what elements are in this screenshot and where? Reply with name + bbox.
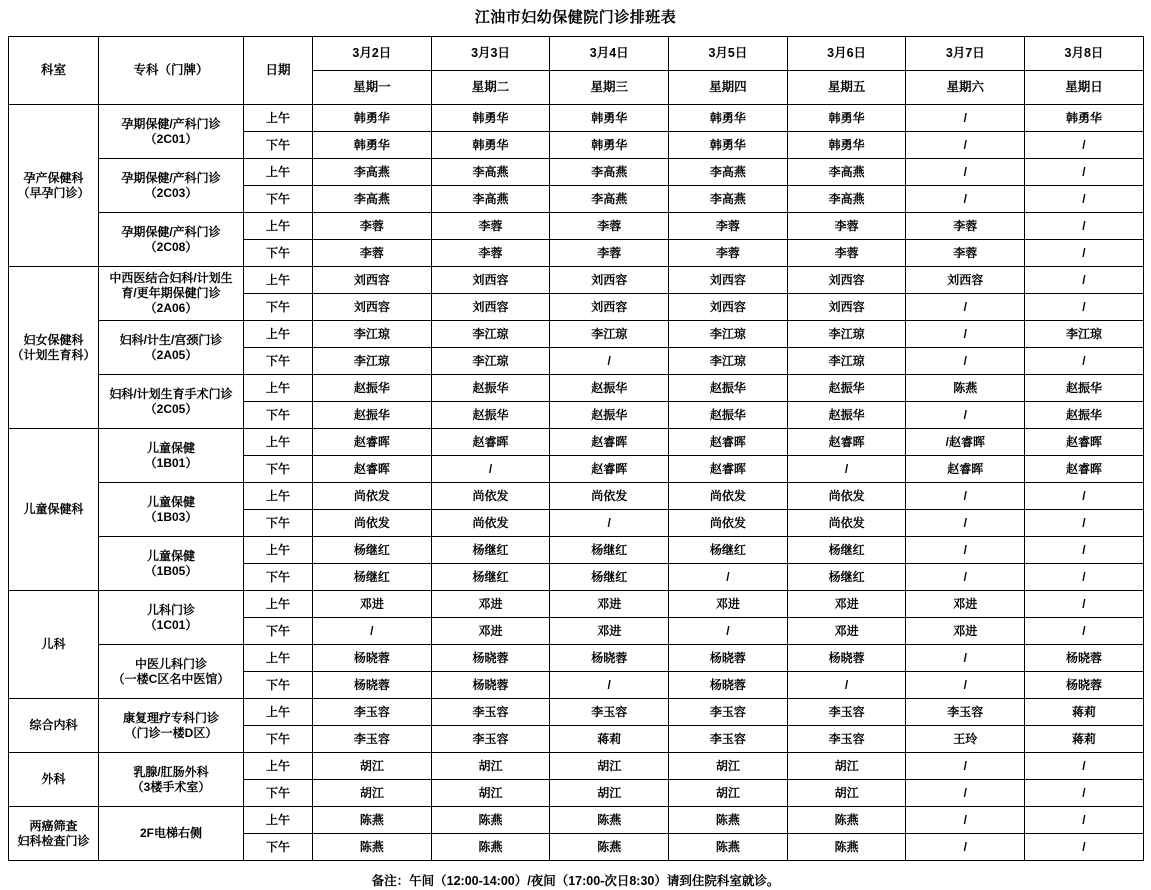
column-header-date-4: 3月5日: [669, 37, 788, 71]
period-cell-am: 上午: [244, 267, 313, 294]
period-cell-pm: 下午: [244, 726, 313, 753]
doctor-name-cell: 李玉容: [313, 699, 432, 726]
doctor-name-cell: 尚依发: [431, 510, 550, 537]
doctor-name-cell: 韩勇华: [550, 105, 669, 132]
doctor-name-cell: 胡江: [669, 780, 788, 807]
doctor-name-cell: 陈燕: [313, 834, 432, 861]
empty-slot-cell: /: [906, 294, 1025, 321]
empty-slot-cell: /: [550, 510, 669, 537]
period-cell-am: 上午: [244, 213, 313, 240]
doctor-name-cell: 陈燕: [669, 834, 788, 861]
empty-slot-cell: /: [906, 564, 1025, 591]
empty-slot-cell: /: [906, 402, 1025, 429]
doctor-name-cell: 陈燕: [550, 834, 669, 861]
period-cell-pm: 下午: [244, 564, 313, 591]
doctor-name-cell: 邓进: [431, 618, 550, 645]
table-row: [9, 753, 1144, 780]
period-cell-am: 上午: [244, 753, 313, 780]
doctor-name-cell: 李高燕: [669, 159, 788, 186]
specialty-cell-2-3: 妇科/计划生育手术门诊 （2C05）: [99, 375, 244, 429]
specialty-cell-2-2: 妇科/计生/宫颈门诊 （2A05）: [99, 321, 244, 375]
column-header-weekday-7: 星期日: [1025, 71, 1144, 105]
empty-slot-cell: /: [669, 564, 788, 591]
doctor-name-cell: 赵振华: [787, 402, 906, 429]
column-header-weekday-6: 星期六: [906, 71, 1025, 105]
doctor-name-cell: 李玉容: [431, 726, 550, 753]
doctor-name-cell: 李高燕: [787, 159, 906, 186]
doctor-name-cell: 蒋莉: [1025, 699, 1144, 726]
empty-slot-cell: /: [906, 186, 1025, 213]
column-header-weekday-2: 星期二: [431, 71, 550, 105]
doctor-name-cell: 陈燕: [906, 375, 1025, 402]
doctor-name-cell: 王玲: [906, 726, 1025, 753]
empty-slot-cell: /: [906, 780, 1025, 807]
period-cell-pm: 下午: [244, 402, 313, 429]
doctor-name-cell: 杨继红: [550, 537, 669, 564]
empty-slot-cell: /: [906, 834, 1025, 861]
doctor-name-cell: 陈燕: [669, 807, 788, 834]
doctor-name-cell: 李蓉: [431, 213, 550, 240]
specialty-cell-4-2: 中医儿科门诊 （一楼C区名中医馆）: [99, 645, 244, 699]
doctor-name-cell: 杨晓蓉: [313, 645, 432, 672]
specialty-cell-1-2: 孕期保健/产科门诊 （2C03）: [99, 159, 244, 213]
period-cell-am: 上午: [244, 591, 313, 618]
doctor-name-cell: 杨继红: [431, 564, 550, 591]
column-header-weekday-3: 星期三: [550, 71, 669, 105]
specialty-cell-3-1: 儿童保健 （1B01）: [99, 429, 244, 483]
doctor-name-cell: 尚依发: [787, 510, 906, 537]
empty-slot-cell: /: [906, 645, 1025, 672]
doctor-name-cell: 尚依发: [313, 483, 432, 510]
empty-slot-cell: /: [906, 132, 1025, 159]
specialty-cell-4-1: 儿科门诊 （1C01）: [99, 591, 244, 645]
specialty-cell-3-2: 儿童保健 （1B03）: [99, 483, 244, 537]
empty-slot-cell: /: [1025, 834, 1144, 861]
empty-slot-cell: /: [1025, 213, 1144, 240]
doctor-name-cell: 李高燕: [550, 186, 669, 213]
doctor-name-cell: 赵振华: [669, 375, 788, 402]
doctor-name-cell: 刘西容: [906, 267, 1025, 294]
column-header-department: 科室: [9, 37, 99, 105]
doctor-name-cell: 尚依发: [669, 510, 788, 537]
doctor-name-cell: 李江琼: [550, 321, 669, 348]
doctor-name-cell: 杨继红: [431, 537, 550, 564]
doctor-name-cell: 赵振华: [550, 375, 669, 402]
doctor-name-cell: 邓进: [550, 618, 669, 645]
empty-slot-cell: /: [1025, 159, 1144, 186]
doctor-name-cell: 尚依发: [550, 483, 669, 510]
empty-slot-cell: /: [1025, 510, 1144, 537]
doctor-name-cell: 李玉容: [431, 699, 550, 726]
doctor-name-cell: 李玉容: [906, 699, 1025, 726]
table-row: [9, 699, 1144, 726]
doctor-name-cell: 韩勇华: [669, 105, 788, 132]
doctor-name-cell: 赵振华: [1025, 402, 1144, 429]
header-row-dates: [9, 37, 1144, 71]
doctor-name-cell: 邓进: [431, 591, 550, 618]
doctor-name-cell: 李蓉: [550, 240, 669, 267]
doctor-name-cell: 胡江: [431, 753, 550, 780]
doctor-name-cell: 杨晓蓉: [1025, 645, 1144, 672]
schedule-table-container: [0, 36, 1151, 861]
doctor-name-cell: 杨继红: [313, 537, 432, 564]
empty-slot-cell: /: [1025, 753, 1144, 780]
column-header-period: 日期: [244, 37, 313, 105]
doctor-name-cell: 胡江: [787, 753, 906, 780]
doctor-name-cell: 赵睿晖: [550, 456, 669, 483]
doctor-name-cell: 杨晓蓉: [431, 645, 550, 672]
table-row: [9, 645, 1144, 672]
column-header-date-7: 3月8日: [1025, 37, 1144, 71]
doctor-name-cell: 赵睿晖: [313, 456, 432, 483]
doctor-name-cell: 陈燕: [313, 807, 432, 834]
doctor-name-cell: 李蓉: [431, 240, 550, 267]
period-cell-am: 上午: [244, 645, 313, 672]
doctor-name-cell: 李高燕: [313, 159, 432, 186]
doctor-name-cell: 胡江: [550, 753, 669, 780]
empty-slot-cell: /: [669, 618, 788, 645]
table-row: [9, 321, 1144, 348]
doctor-name-cell: 赵振华: [431, 375, 550, 402]
column-header-weekday-1: 星期一: [313, 71, 432, 105]
doctor-name-cell: 赵睿晖: [669, 456, 788, 483]
doctor-name-cell: 邓进: [787, 591, 906, 618]
period-cell-pm: 下午: [244, 186, 313, 213]
column-header-date-5: 3月6日: [787, 37, 906, 71]
period-cell-pm: 下午: [244, 618, 313, 645]
doctor-name-cell: 赵振华: [431, 402, 550, 429]
table-row: [9, 483, 1144, 510]
empty-slot-cell: /: [906, 510, 1025, 537]
doctor-name-cell: 赵振华: [313, 402, 432, 429]
specialty-cell-2-1: 中西医结合妇科/计划生 育/更年期保健门诊 （2A06）: [99, 267, 244, 321]
doctor-name-cell: 李玉容: [787, 726, 906, 753]
doctor-name-cell: 邓进: [313, 591, 432, 618]
doctor-name-cell: 杨继红: [787, 537, 906, 564]
doctor-name-cell: 李高燕: [669, 186, 788, 213]
doctor-name-cell: 刘西容: [787, 267, 906, 294]
doctor-name-cell: 邓进: [906, 591, 1025, 618]
column-header-date-2: 3月3日: [431, 37, 550, 71]
department-cell-7: 两癌筛查 妇科检查门诊: [9, 807, 99, 861]
period-cell-am: 上午: [244, 375, 313, 402]
doctor-name-cell: 李江琼: [669, 348, 788, 375]
period-cell-am: 上午: [244, 159, 313, 186]
doctor-name-cell: 胡江: [313, 780, 432, 807]
empty-slot-cell: /: [906, 348, 1025, 375]
doctor-name-cell: 李江琼: [313, 348, 432, 375]
specialty-cell-7-1: 2F电梯右侧: [99, 807, 244, 861]
doctor-name-cell: 赵振华: [313, 375, 432, 402]
table-row: [9, 375, 1144, 402]
empty-slot-cell: /: [787, 672, 906, 699]
doctor-name-cell: 李玉容: [787, 699, 906, 726]
doctor-name-cell: 蒋莉: [550, 726, 669, 753]
period-cell-pm: 下午: [244, 456, 313, 483]
doctor-name-cell: 陈燕: [431, 834, 550, 861]
empty-slot-cell: /: [1025, 348, 1144, 375]
empty-slot-cell: /: [1025, 240, 1144, 267]
empty-slot-cell: /: [906, 159, 1025, 186]
empty-slot-cell: /: [906, 321, 1025, 348]
doctor-name-cell: 赵睿晖: [431, 429, 550, 456]
doctor-name-cell: 陈燕: [787, 834, 906, 861]
doctor-name-cell: 赵睿晖: [669, 429, 788, 456]
doctor-name-cell: 李高燕: [550, 159, 669, 186]
doctor-name-cell: 蒋莉: [1025, 726, 1144, 753]
doctor-name-cell: 赵睿晖: [1025, 429, 1144, 456]
doctor-name-cell: 李蓉: [906, 240, 1025, 267]
doctor-name-cell: 陈燕: [431, 807, 550, 834]
doctor-name-cell: 李蓉: [787, 240, 906, 267]
empty-slot-cell: /: [787, 456, 906, 483]
empty-slot-cell: /: [1025, 780, 1144, 807]
doctor-name-cell: 赵振华: [787, 375, 906, 402]
period-cell-pm: 下午: [244, 510, 313, 537]
doctor-name-cell: 李蓉: [787, 213, 906, 240]
period-cell-am: 上午: [244, 105, 313, 132]
doctor-name-cell: 李高燕: [431, 159, 550, 186]
doctor-name-cell: 杨继红: [669, 537, 788, 564]
doctor-name-cell: 杨晓蓉: [313, 672, 432, 699]
doctor-name-cell: 邓进: [787, 618, 906, 645]
doctor-name-cell: 尚依发: [313, 510, 432, 537]
doctor-name-cell: 刘西容: [669, 267, 788, 294]
empty-slot-cell: /: [431, 456, 550, 483]
specialty-cell-1-3: 孕期保健/产科门诊 （2C08）: [99, 213, 244, 267]
clinic-schedule-table: [8, 36, 1144, 861]
empty-slot-cell: /: [550, 348, 669, 375]
period-cell-pm: 下午: [244, 348, 313, 375]
empty-slot-cell: /: [906, 483, 1025, 510]
doctor-name-cell: 李玉容: [669, 726, 788, 753]
period-cell-am: 上午: [244, 429, 313, 456]
period-cell-am: 上午: [244, 807, 313, 834]
doctor-name-cell: 刘西容: [550, 267, 669, 294]
specialty-cell-3-3: 儿童保健 （1B05）: [99, 537, 244, 591]
doctor-name-cell: 胡江: [550, 780, 669, 807]
doctor-name-cell: 杨继红: [550, 564, 669, 591]
doctor-name-cell: 邓进: [669, 591, 788, 618]
doctor-name-cell: 李蓉: [313, 240, 432, 267]
doctor-name-cell: 李江琼: [787, 348, 906, 375]
doctor-name-cell: 杨晓蓉: [431, 672, 550, 699]
doctor-name-cell: 赵睿晖: [1025, 456, 1144, 483]
doctor-name-cell: 李江琼: [787, 321, 906, 348]
empty-slot-cell: /: [906, 753, 1025, 780]
specialty-cell-6-1: 乳腺/肛肠外科 （3楼手术室）: [99, 753, 244, 807]
doctor-name-cell: 韩勇华: [1025, 105, 1144, 132]
doctor-name-cell: 赵振华: [669, 402, 788, 429]
doctor-name-cell: 杨继红: [313, 564, 432, 591]
table-row: [9, 429, 1144, 456]
doctor-name-cell: 李江琼: [431, 321, 550, 348]
doctor-name-cell: 李江琼: [431, 348, 550, 375]
table-row: [9, 591, 1144, 618]
column-header-weekday-4: 星期四: [669, 71, 788, 105]
doctor-name-cell: 李高燕: [787, 186, 906, 213]
doctor-name-cell: 刘西容: [431, 294, 550, 321]
department-cell-6: 外科: [9, 753, 99, 807]
doctor-name-cell: 赵睿晖: [313, 429, 432, 456]
empty-slot-cell: /: [906, 105, 1025, 132]
doctor-name-cell: 赵振华: [550, 402, 669, 429]
period-cell-am: 上午: [244, 321, 313, 348]
doctor-name-cell: 刘西容: [313, 294, 432, 321]
doctor-name-cell: 杨晓蓉: [550, 645, 669, 672]
table-body: [9, 37, 1144, 861]
doctor-name-cell: 韩勇华: [787, 105, 906, 132]
doctor-name-cell: 李玉容: [550, 699, 669, 726]
period-cell-pm: 下午: [244, 294, 313, 321]
column-header-date-1: 3月2日: [313, 37, 432, 71]
doctor-name-cell: /赵睿晖: [906, 429, 1025, 456]
doctor-name-cell: 李玉容: [669, 699, 788, 726]
doctor-name-cell: 刘西容: [787, 294, 906, 321]
period-cell-pm: 下午: [244, 132, 313, 159]
doctor-name-cell: 韩勇华: [550, 132, 669, 159]
doctor-name-cell: 李蓉: [550, 213, 669, 240]
empty-slot-cell: /: [906, 537, 1025, 564]
doctor-name-cell: 刘西容: [313, 267, 432, 294]
column-header-specialty: 专科（门牌）: [99, 37, 244, 105]
empty-slot-cell: /: [1025, 132, 1144, 159]
empty-slot-cell: /: [1025, 807, 1144, 834]
doctor-name-cell: 李江琼: [669, 321, 788, 348]
doctor-name-cell: 杨晓蓉: [669, 672, 788, 699]
doctor-name-cell: 邓进: [906, 618, 1025, 645]
period-cell-pm: 下午: [244, 672, 313, 699]
doctor-name-cell: 李蓉: [313, 213, 432, 240]
doctor-name-cell: 赵睿晖: [906, 456, 1025, 483]
doctor-name-cell: 韩勇华: [431, 105, 550, 132]
period-cell-pm: 下午: [244, 780, 313, 807]
empty-slot-cell: /: [906, 807, 1025, 834]
doctor-name-cell: 韩勇华: [669, 132, 788, 159]
empty-slot-cell: /: [1025, 186, 1144, 213]
period-cell-am: 上午: [244, 483, 313, 510]
doctor-name-cell: 赵睿晖: [787, 429, 906, 456]
doctor-name-cell: 李江琼: [313, 321, 432, 348]
period-cell-am: 上午: [244, 537, 313, 564]
doctor-name-cell: 李玉容: [313, 726, 432, 753]
doctor-name-cell: 尚依发: [787, 483, 906, 510]
empty-slot-cell: /: [1025, 618, 1144, 645]
doctor-name-cell: 胡江: [431, 780, 550, 807]
doctor-name-cell: 李高燕: [313, 186, 432, 213]
doctor-name-cell: 李高燕: [431, 186, 550, 213]
doctor-name-cell: 尚依发: [431, 483, 550, 510]
doctor-name-cell: 赵睿晖: [550, 429, 669, 456]
doctor-name-cell: 李蓉: [906, 213, 1025, 240]
column-header-weekday-5: 星期五: [787, 71, 906, 105]
doctor-name-cell: 韩勇华: [787, 132, 906, 159]
table-row: [9, 807, 1144, 834]
doctor-name-cell: 韩勇华: [313, 105, 432, 132]
doctor-name-cell: 刘西容: [669, 294, 788, 321]
department-cell-3: 儿童保健科: [9, 429, 99, 591]
doctor-name-cell: 胡江: [787, 780, 906, 807]
empty-slot-cell: /: [1025, 267, 1144, 294]
department-cell-5: 综合内科: [9, 699, 99, 753]
specialty-cell-5-1: 康复理疗专科门诊 （门诊一楼D区）: [99, 699, 244, 753]
doctor-name-cell: 李江琼: [1025, 321, 1144, 348]
doctor-name-cell: 杨晓蓉: [1025, 672, 1144, 699]
page-title: 江油市妇幼保健院门诊排班表: [474, 9, 677, 26]
department-cell-2: 妇女保健科 （计划生育科）: [9, 267, 99, 429]
empty-slot-cell: /: [906, 672, 1025, 699]
empty-slot-cell: /: [1025, 294, 1144, 321]
doctor-name-cell: 刘西容: [550, 294, 669, 321]
doctor-name-cell: 韩勇华: [431, 132, 550, 159]
department-cell-4: 儿科: [9, 591, 99, 699]
empty-slot-cell: /: [1025, 564, 1144, 591]
empty-slot-cell: /: [313, 618, 432, 645]
doctor-name-cell: 尚依发: [669, 483, 788, 510]
doctor-name-cell: 胡江: [313, 753, 432, 780]
period-cell-pm: 下午: [244, 240, 313, 267]
doctor-name-cell: 韩勇华: [313, 132, 432, 159]
table-row: [9, 159, 1144, 186]
doctor-name-cell: 李蓉: [669, 213, 788, 240]
table-row: [9, 105, 1144, 132]
empty-slot-cell: /: [1025, 591, 1144, 618]
doctor-name-cell: 邓进: [550, 591, 669, 618]
empty-slot-cell: /: [1025, 537, 1144, 564]
doctor-name-cell: 李蓉: [669, 240, 788, 267]
doctor-name-cell: 杨晓蓉: [787, 645, 906, 672]
empty-slot-cell: /: [1025, 483, 1144, 510]
doctor-name-cell: 陈燕: [787, 807, 906, 834]
doctor-name-cell: 陈燕: [550, 807, 669, 834]
specialty-cell-1-1: 孕期保健/产科门诊 （2C01）: [99, 105, 244, 159]
column-header-date-6: 3月7日: [906, 37, 1025, 71]
period-cell-am: 上午: [244, 699, 313, 726]
doctor-name-cell: 杨晓蓉: [669, 645, 788, 672]
table-row: [9, 267, 1144, 294]
empty-slot-cell: /: [550, 672, 669, 699]
column-header-date-3: 3月4日: [550, 37, 669, 71]
doctor-name-cell: 赵振华: [1025, 375, 1144, 402]
doctor-name-cell: 刘西容: [431, 267, 550, 294]
period-cell-pm: 下午: [244, 834, 313, 861]
doctor-name-cell: 胡江: [669, 753, 788, 780]
table-row: [9, 537, 1144, 564]
footer-note: 备注：午间（12:00-14:00）/夜间（17:00-次日8:30）请到住院科室就诊。: [371, 874, 780, 888]
doctor-name-cell: 杨继红: [787, 564, 906, 591]
table-row: [9, 213, 1144, 240]
department-cell-1: 孕产保健科 （早孕门诊）: [9, 105, 99, 267]
